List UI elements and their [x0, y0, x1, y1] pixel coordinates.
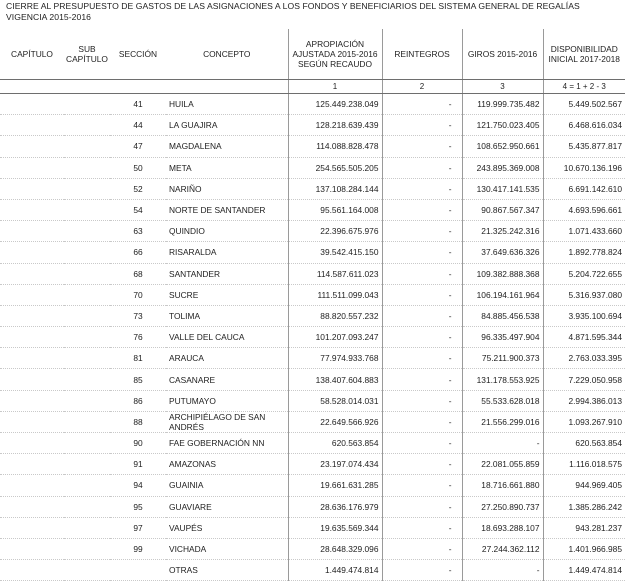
cell-empty	[0, 263, 64, 284]
cell-concepto: GUAINIA	[166, 475, 288, 496]
cell-concepto: ARCHIPIÉLAGO DE SAN ANDRÉS	[166, 411, 288, 432]
cell-seccion: 73	[110, 305, 166, 326]
cell-giros: 130.417.141.535	[462, 178, 543, 199]
cell-empty	[0, 475, 64, 496]
cell-reintegros: -	[382, 178, 462, 199]
cell-reintegros: -	[382, 496, 462, 517]
table-row	[0, 454, 625, 475]
cell-reintegros: -	[382, 411, 462, 432]
cell-giros: 119.999.735.482	[462, 94, 543, 115]
cell-reintegros: -	[382, 305, 462, 326]
cell-apropiacion: 19.635.569.344	[288, 517, 382, 538]
cell-giros: 131.178.553.925	[462, 369, 543, 390]
table-body	[0, 94, 625, 581]
cell-empty	[64, 94, 110, 115]
cell-seccion: 86	[110, 390, 166, 411]
cell-empty	[0, 369, 64, 390]
cell-reintegros: -	[382, 157, 462, 178]
cell-giros: 106.194.161.964	[462, 284, 543, 305]
cell-empty	[64, 115, 110, 136]
cell-empty	[0, 390, 64, 411]
cell-disponibilidad: 4.871.595.344	[543, 327, 625, 348]
cell-empty	[64, 178, 110, 199]
cell-empty	[0, 433, 64, 454]
cell-disponibilidad: 943.281.237	[543, 517, 625, 538]
cell-giros: 22.081.055.859	[462, 454, 543, 475]
cell-concepto: ARAUCA	[166, 348, 288, 369]
cell-concepto: VICHADA	[166, 538, 288, 559]
cell-disponibilidad: 6.691.142.610	[543, 178, 625, 199]
cell-reintegros: -	[382, 454, 462, 475]
cell-reintegros: -	[382, 221, 462, 242]
table-row	[0, 411, 625, 432]
cell-reintegros: -	[382, 263, 462, 284]
cell-concepto: RISARALDA	[166, 242, 288, 263]
cell-reintegros: -	[382, 115, 462, 136]
cell-disponibilidad: 1.449.474.814	[543, 560, 625, 581]
cell-reintegros: -	[382, 475, 462, 496]
cell-concepto: META	[166, 157, 288, 178]
cell-concepto: TOLIMA	[166, 305, 288, 326]
cell-empty	[64, 369, 110, 390]
table-row	[0, 157, 625, 178]
cell-disponibilidad: 4.693.596.661	[543, 199, 625, 220]
cell-disponibilidad: 7.229.050.958	[543, 369, 625, 390]
cell-reintegros: -	[382, 369, 462, 390]
cell-empty	[64, 390, 110, 411]
cell-apropiacion: 620.563.854	[288, 433, 382, 454]
cell-concepto: NORTE DE SANTANDER	[166, 199, 288, 220]
cell-empty	[64, 454, 110, 475]
cell-disponibilidad: 1.401.966.985	[543, 538, 625, 559]
cell-apropiacion: 111.511.099.043	[288, 284, 382, 305]
cell-empty	[0, 454, 64, 475]
cell-disponibilidad: 5.435.877.817	[543, 136, 625, 157]
cell-disponibilidad: 1.071.433.660	[543, 221, 625, 242]
cell-seccion: 76	[110, 327, 166, 348]
cell-seccion: 81	[110, 348, 166, 369]
header-sub-capitulo: SUB CAPÍTULO	[64, 29, 110, 80]
cell-giros: 121.750.023.405	[462, 115, 543, 136]
cell-concepto: CASANARE	[166, 369, 288, 390]
cell-disponibilidad: 10.670.136.196	[543, 157, 625, 178]
cell-concepto: OTRAS	[166, 560, 288, 581]
cell-seccion: 44	[110, 115, 166, 136]
cell-concepto: SUCRE	[166, 284, 288, 305]
cell-reintegros: -	[382, 136, 462, 157]
header-giros: GIROS 2015-2016	[462, 29, 543, 80]
cell-empty	[0, 348, 64, 369]
cell-empty	[0, 221, 64, 242]
cell-empty	[64, 284, 110, 305]
table-row	[0, 221, 625, 242]
cell-apropiacion: 114.587.611.023	[288, 263, 382, 284]
cell-empty	[0, 115, 64, 136]
cell-giros: 18.716.661.880	[462, 475, 543, 496]
cell-empty	[64, 157, 110, 178]
cell-seccion: 63	[110, 221, 166, 242]
cell-empty	[0, 560, 64, 581]
table-row	[0, 305, 625, 326]
cell-apropiacion: 101.207.093.247	[288, 327, 382, 348]
cell-empty	[64, 263, 110, 284]
cell-seccion: 66	[110, 242, 166, 263]
cell-giros: 55.533.628.018	[462, 390, 543, 411]
cell-seccion: 99	[110, 538, 166, 559]
cell-empty	[0, 305, 64, 326]
cell-concepto: GUAVIARE	[166, 496, 288, 517]
cell-empty	[64, 411, 110, 432]
cell-apropiacion: 39.542.415.150	[288, 242, 382, 263]
cell-disponibilidad: 5.449.502.567	[543, 94, 625, 115]
title-line-1: CIERRE AL PRESUPUESTO DE GASTOS DE LAS ASIGNACIONES A LOS FONDOS Y BENEFICIARIOS DEL SISTEMA GENERAL DE REGALÍAS	[6, 1, 580, 11]
cell-apropiacion: 28.648.329.096	[288, 538, 382, 559]
header-seccion: SECCIÓN	[110, 29, 166, 80]
cell-reintegros: -	[382, 348, 462, 369]
cell-apropiacion: 22.396.675.976	[288, 221, 382, 242]
cell-concepto: MAGDALENA	[166, 136, 288, 157]
cell-empty	[0, 496, 64, 517]
document-title	[6, 1, 618, 23]
cell-giros: -	[462, 433, 543, 454]
cell-disponibilidad: 2.994.386.013	[543, 390, 625, 411]
cell-empty	[0, 411, 64, 432]
cell-empty	[0, 284, 64, 305]
cell-giros: 109.382.888.368	[462, 263, 543, 284]
cell-apropiacion: 58.528.014.031	[288, 390, 382, 411]
cell-concepto: QUINDIO	[166, 221, 288, 242]
cell-empty	[0, 94, 64, 115]
cell-empty	[0, 157, 64, 178]
cell-concepto: HUILA	[166, 94, 288, 115]
cell-giros: 21.325.242.316	[462, 221, 543, 242]
cell-disponibilidad: 1.116.018.575	[543, 454, 625, 475]
cell-empty	[0, 242, 64, 263]
cell-disponibilidad: 1.385.286.242	[543, 496, 625, 517]
cell-disponibilidad: 2.763.033.395	[543, 348, 625, 369]
cell-empty	[64, 305, 110, 326]
table-row	[0, 475, 625, 496]
table-row	[0, 348, 625, 369]
cell-empty	[64, 475, 110, 496]
cell-empty	[0, 517, 64, 538]
cell-empty	[64, 560, 110, 581]
cell-empty	[64, 517, 110, 538]
index-giros: 3	[462, 80, 543, 94]
cell-empty	[0, 178, 64, 199]
cell-reintegros: -	[382, 327, 462, 348]
cell-empty	[0, 199, 64, 220]
cell-apropiacion: 88.820.557.232	[288, 305, 382, 326]
cell-seccion: 68	[110, 263, 166, 284]
budget-table	[0, 29, 625, 581]
cell-concepto: VAUPÉS	[166, 517, 288, 538]
cell-reintegros: -	[382, 284, 462, 305]
table-row	[0, 538, 625, 559]
cell-giros: -	[462, 560, 543, 581]
index-disponibilidad: 4 = 1 + 2 - 3	[543, 80, 625, 94]
cell-seccion: 91	[110, 454, 166, 475]
table-row	[0, 199, 625, 220]
cell-apropiacion: 114.088.828.478	[288, 136, 382, 157]
table-row	[0, 390, 625, 411]
header-concepto: CONCEPTO	[166, 29, 288, 80]
cell-apropiacion: 28.636.176.979	[288, 496, 382, 517]
cell-concepto: VALLE DEL CAUCA	[166, 327, 288, 348]
cell-empty	[0, 136, 64, 157]
cell-seccion: 97	[110, 517, 166, 538]
index-reintegros: 2	[382, 80, 462, 94]
cell-giros: 243.895.369.008	[462, 157, 543, 178]
cell-disponibilidad: 5.204.722.655	[543, 263, 625, 284]
cell-seccion: 54	[110, 199, 166, 220]
cell-apropiacion: 19.661.631.285	[288, 475, 382, 496]
cell-seccion: 70	[110, 284, 166, 305]
cell-concepto: NARIÑO	[166, 178, 288, 199]
title-line-2: VIGENCIA 2015-2016	[6, 12, 91, 22]
cell-empty	[64, 327, 110, 348]
cell-disponibilidad: 6.468.616.034	[543, 115, 625, 136]
table-row	[0, 284, 625, 305]
cell-seccion: 94	[110, 475, 166, 496]
table-row	[0, 115, 625, 136]
table-row	[0, 263, 625, 284]
cell-empty	[64, 242, 110, 263]
cell-concepto: AMAZONAS	[166, 454, 288, 475]
cell-apropiacion: 254.565.505.205	[288, 157, 382, 178]
cell-reintegros: -	[382, 199, 462, 220]
cell-giros: 96.335.497.904	[462, 327, 543, 348]
cell-giros: 108.652.950.661	[462, 136, 543, 157]
cell-reintegros: -	[382, 433, 462, 454]
cell-disponibilidad: 620.563.854	[543, 433, 625, 454]
cell-apropiacion: 23.197.074.434	[288, 454, 382, 475]
cell-apropiacion: 95.561.164.008	[288, 199, 382, 220]
cell-giros: 90.867.567.347	[462, 199, 543, 220]
cell-seccion: 52	[110, 178, 166, 199]
cell-concepto: FAE GOBERNACIÓN NN	[166, 433, 288, 454]
cell-apropiacion: 125.449.238.049	[288, 94, 382, 115]
header-disponibilidad: DISPONIBILIDAD INICIAL 2017-2018	[543, 29, 625, 80]
header-capitulo: CAPÍTULO	[0, 29, 64, 80]
cell-concepto: PUTUMAYO	[166, 390, 288, 411]
column-index-row	[0, 80, 625, 94]
cell-disponibilidad: 5.316.937.080	[543, 284, 625, 305]
cell-disponibilidad: 3.935.100.694	[543, 305, 625, 326]
cell-seccion: 41	[110, 94, 166, 115]
cell-apropiacion: 22.649.566.926	[288, 411, 382, 432]
cell-giros: 75.211.900.373	[462, 348, 543, 369]
cell-giros: 27.250.890.737	[462, 496, 543, 517]
header-reintegros: REINTEGROS	[382, 29, 462, 80]
table-row	[0, 178, 625, 199]
cell-empty	[64, 199, 110, 220]
cell-empty	[64, 221, 110, 242]
cell-disponibilidad: 944.969.405	[543, 475, 625, 496]
cell-apropiacion: 1.449.474.814	[288, 560, 382, 581]
cell-giros: 84.885.456.538	[462, 305, 543, 326]
cell-disponibilidad: 1.093.267.910	[543, 411, 625, 432]
cell-seccion: 88	[110, 411, 166, 432]
table-row	[0, 517, 625, 538]
cell-giros: 37.649.636.326	[462, 242, 543, 263]
cell-empty	[0, 538, 64, 559]
cell-reintegros: -	[382, 517, 462, 538]
cell-apropiacion: 137.108.284.144	[288, 178, 382, 199]
table-row	[0, 369, 625, 390]
cell-empty	[64, 136, 110, 157]
table-row	[0, 433, 625, 454]
cell-seccion: 50	[110, 157, 166, 178]
cell-disponibilidad: 1.892.778.824	[543, 242, 625, 263]
table-header-row	[0, 29, 625, 80]
cell-reintegros: -	[382, 94, 462, 115]
cell-empty	[64, 348, 110, 369]
cell-seccion: 85	[110, 369, 166, 390]
cell-reintegros: -	[382, 390, 462, 411]
table-row	[0, 560, 625, 581]
cell-empty	[0, 327, 64, 348]
cell-empty	[64, 496, 110, 517]
cell-seccion: 47	[110, 136, 166, 157]
cell-seccion	[110, 560, 166, 581]
cell-seccion: 90	[110, 433, 166, 454]
cell-reintegros: -	[382, 538, 462, 559]
table-row	[0, 242, 625, 263]
table-row	[0, 94, 625, 115]
cell-apropiacion: 138.407.604.883	[288, 369, 382, 390]
cell-reintegros: -	[382, 242, 462, 263]
table-row	[0, 327, 625, 348]
cell-concepto: LA GUAJIRA	[166, 115, 288, 136]
cell-giros: 18.693.288.107	[462, 517, 543, 538]
cell-seccion: 95	[110, 496, 166, 517]
cell-apropiacion: 77.974.933.768	[288, 348, 382, 369]
index-apropiacion: 1	[288, 80, 382, 94]
table-row	[0, 136, 625, 157]
cell-reintegros: -	[382, 560, 462, 581]
table-row	[0, 496, 625, 517]
cell-concepto: SANTANDER	[166, 263, 288, 284]
cell-empty	[64, 538, 110, 559]
cell-giros: 27.244.362.112	[462, 538, 543, 559]
header-apropiacion: APROPIACIÓN AJUSTADA 2015-2016 SEGÚN RECAUDO	[288, 29, 382, 80]
cell-giros: 21.556.299.016	[462, 411, 543, 432]
cell-empty	[64, 433, 110, 454]
cell-apropiacion: 128.218.639.439	[288, 115, 382, 136]
